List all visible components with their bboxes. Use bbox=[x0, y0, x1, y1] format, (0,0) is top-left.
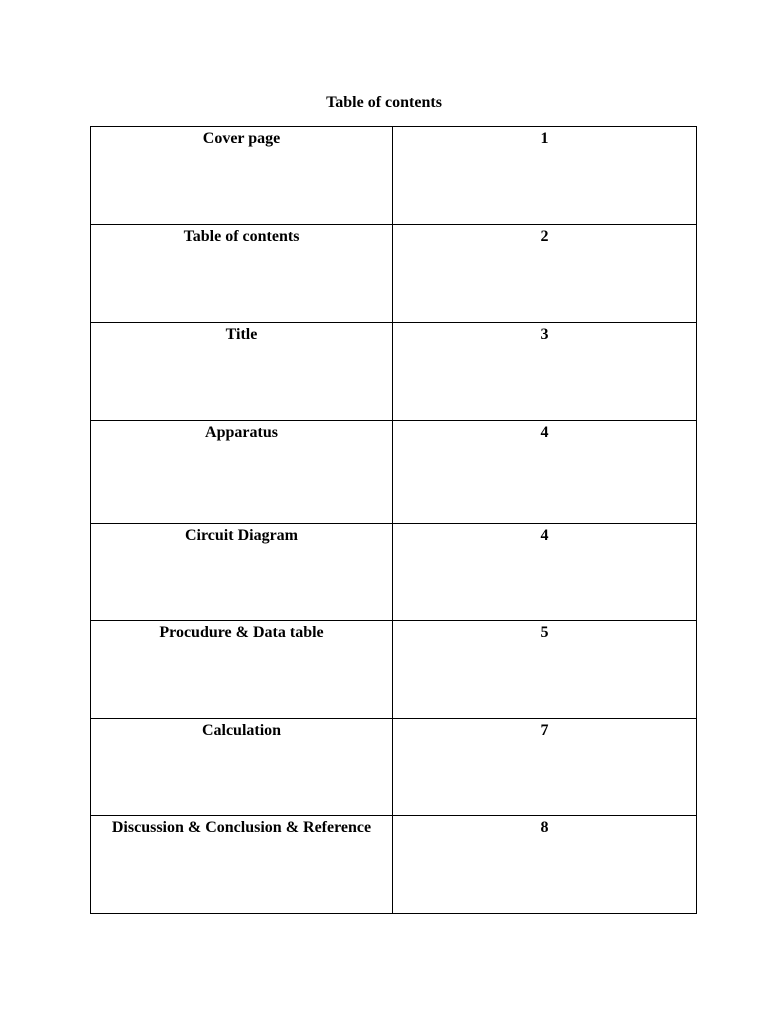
toc-page-number: 8 bbox=[393, 816, 697, 914]
toc-section-name: Title bbox=[91, 323, 393, 421]
table-row bbox=[91, 127, 697, 225]
toc-section-name: Procudure & Data table bbox=[91, 621, 393, 719]
table-row bbox=[91, 719, 697, 816]
page-title: Table of contents bbox=[326, 94, 442, 111]
toc-table bbox=[90, 126, 697, 914]
toc-section-name: Cover page bbox=[91, 127, 393, 225]
toc-page-number: 4 bbox=[393, 421, 697, 524]
table-row bbox=[91, 816, 697, 914]
toc-page-number: 4 bbox=[393, 524, 697, 621]
table-row bbox=[91, 421, 697, 524]
table-row bbox=[91, 323, 697, 421]
toc-page-number: 1 bbox=[393, 127, 697, 225]
toc-page-number: 7 bbox=[393, 719, 697, 816]
toc-section-name: Discussion & Conclusion & Reference bbox=[91, 816, 393, 914]
table-row bbox=[91, 524, 697, 621]
toc-page-number: 2 bbox=[393, 225, 697, 323]
table-row bbox=[91, 621, 697, 719]
toc-section-name: Apparatus bbox=[91, 421, 393, 524]
table-row bbox=[91, 225, 697, 323]
toc-section-name: Calculation bbox=[91, 719, 393, 816]
toc-page-number: 5 bbox=[393, 621, 697, 719]
toc-section-name: Table of contents bbox=[91, 225, 393, 323]
toc-section-name: Circuit Diagram bbox=[91, 524, 393, 621]
toc-page-number: 3 bbox=[393, 323, 697, 421]
